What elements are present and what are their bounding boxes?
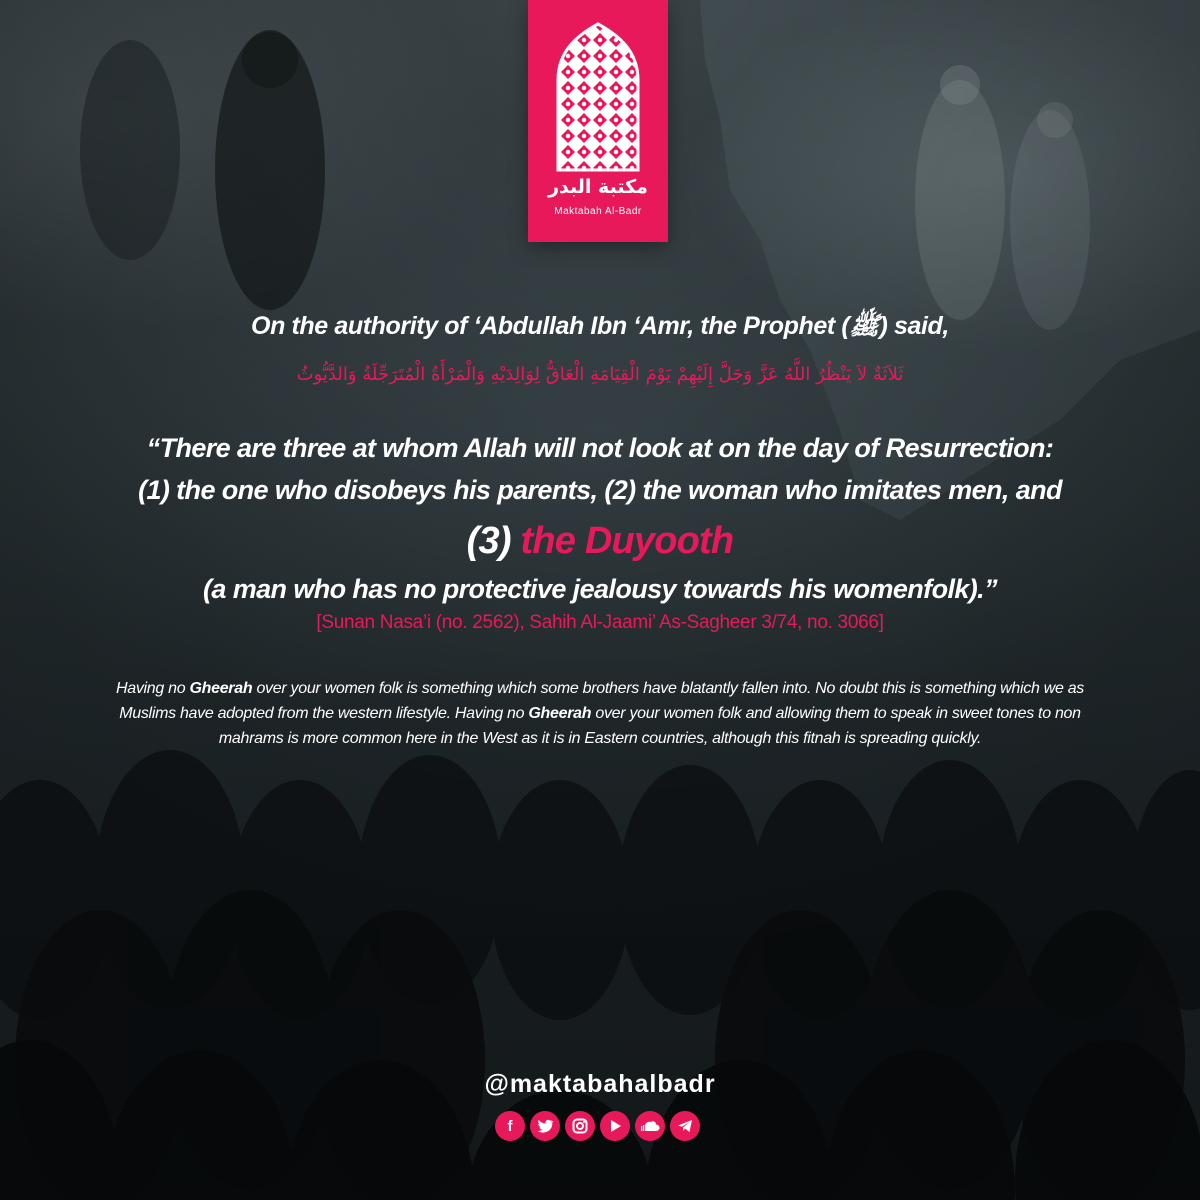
logo-english-name: Maktabah Al-Badr bbox=[554, 206, 642, 217]
quote-line-4: (a man who has no protective jealousy towards his womenfolk).” bbox=[203, 574, 997, 604]
social-icons-row bbox=[495, 1111, 705, 1143]
quote-highlight: the Duyooth bbox=[520, 520, 734, 562]
logo bbox=[528, 0, 668, 242]
instagram-icon[interactable] bbox=[565, 1111, 595, 1141]
narration-intro: On the authority of ‘Abdullah Ibn ‘Amr, the Prophet (ﷺ) said, bbox=[251, 312, 949, 340]
facebook-icon[interactable]: f bbox=[495, 1111, 525, 1141]
youtube-icon[interactable] bbox=[600, 1111, 630, 1141]
twitter-icon[interactable] bbox=[530, 1111, 560, 1141]
body-text-1: Having no bbox=[115, 680, 190, 697]
arabic-hadith-text: ثَلاَثَةٌ لاَ يَنْظُرُ اللَّهُ عَزَّ وَجَلَّ إِلَيْهِمْ يَوْمَ الْقِيَامَةِ الْعَاقُّ لِوَالِدَيْهِ وَالْمَرْأَةُ الْمُتَرَجِّلَةُ وَالدَّيُّوثُ bbox=[296, 364, 904, 385]
explanation-paragraph bbox=[110, 676, 1090, 751]
social-handle[interactable]: @maktabahalbadr bbox=[484, 1070, 716, 1098]
hadith-reference: [Sunan Nasa’i (no. 2562), Sahih Al-Jaami’ As-Sagheer 3/74, no. 3066] bbox=[316, 612, 884, 633]
body-bold-term-2: Gheerah bbox=[528, 705, 592, 722]
body-bold-term-1: Gheerah bbox=[189, 680, 253, 697]
mosque-window-logo-icon bbox=[528, 0, 668, 180]
body-text-3: over your women folk and allowing them to speak in sweet tones to non mahrams is more common here in the West as it is in Eastern countries, although this fitnah is spreading quickly. bbox=[218, 705, 1081, 747]
quote-line-3 bbox=[60, 520, 1140, 563]
logo-arabic-name: مكتبة البدر bbox=[548, 176, 648, 198]
soundcloud-icon[interactable] bbox=[635, 1111, 665, 1141]
telegram-icon[interactable] bbox=[670, 1111, 700, 1141]
quote-line-3-prefix: (3) bbox=[466, 520, 521, 562]
quote-line-1: “There are three at whom Allah will not look at on the day of Resurrection: bbox=[146, 433, 1054, 463]
body-text-2: over your women folk is something which some brothers have blatantly fallen into. No doubt this is something which we as Muslims have adopted from the western lifestyle. Having no bbox=[119, 680, 1084, 722]
quote-line-2: (1) the one who disobeys his parents, (2) the woman who imitates men, and bbox=[138, 475, 1062, 505]
